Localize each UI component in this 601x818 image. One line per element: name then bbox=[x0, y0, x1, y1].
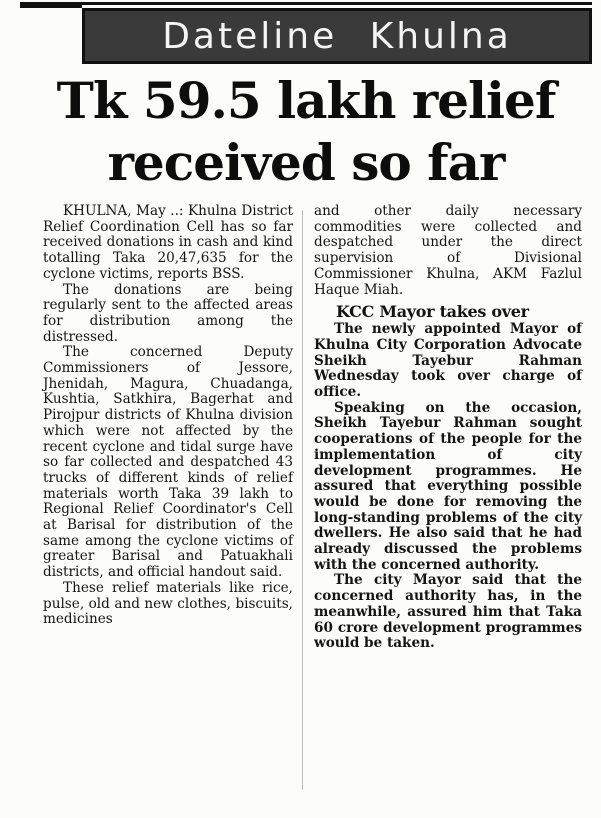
banner-side-rule bbox=[20, 5, 82, 63]
right-column bbox=[314, 204, 582, 652]
left-paragraph-1: KHULNA, May ..: Khulna District Relief Coordination Cell has so far received donations in cash and kind totalling Taka 20,47,635 for the cyclone victims, reports BSS. bbox=[43, 203, 293, 282]
dateline-banner bbox=[82, 8, 592, 64]
headline-line-1: Tk 59.5 lakh relief bbox=[56, 71, 556, 130]
headline bbox=[20, 70, 592, 194]
right-paragraph-2: The newly appointed Mayor of Khulna City Corporation Advocate Sheikh Tayebur Rahman Wednesday took over charge of office. bbox=[314, 321, 582, 401]
column-divider bbox=[302, 210, 303, 790]
top-rule bbox=[20, 2, 592, 5]
left-paragraph-2: The donations are being regularly sent to the affected areas for distribution among the distressed. bbox=[43, 281, 293, 345]
left-paragraph-4: These relief materials like rice, pulse, old and new clothes, biscuits, medicines bbox=[43, 579, 293, 628]
right-paragraph-4: The city Mayor said that the concerned authority has, in the meanwhile, assured him that Taka 60 crore development programmes would be taken. bbox=[314, 572, 582, 652]
banner-title: Dateline Khulna bbox=[162, 15, 512, 57]
left-column bbox=[43, 204, 293, 628]
right-paragraph-1: and other daily necessary commodities were collected and despatched under the direct supervision of Divisional Commissioner Khulna, AKM Fazlul Haque Miah. bbox=[314, 203, 582, 298]
left-paragraph-3: The concerned Deputy Commissioners of Jessore, Jhenidah, Magura, Chuadanga, Kushtia, Satkhira, Bagerhat and Pirojpur districts of Khulna division which were not affected by the recent cyclone and tidal surge have so far collected and despatched 43 trucks of different kinds of relief materials worth Taka 39 lakh to Regional Relief Coordinator's Cell at Barisal for distribution of the same among the cyclone victims of greater Barisal and Patuakhali districts, and official handout said. bbox=[43, 344, 293, 581]
headline-line-2: received so far bbox=[107, 133, 505, 192]
right-paragraph-3: Speaking on the occasion, Sheikh Tayebur Rahman sought cooperations of the people for the implementation of city development programmes. He assured that everything possible would be done for removing the long-standing problems of the city dwellers. He also said that he had already discussed the problems with the concerned authority. bbox=[314, 399, 582, 573]
section-subhead: KCC Mayor takes over bbox=[336, 302, 529, 322]
